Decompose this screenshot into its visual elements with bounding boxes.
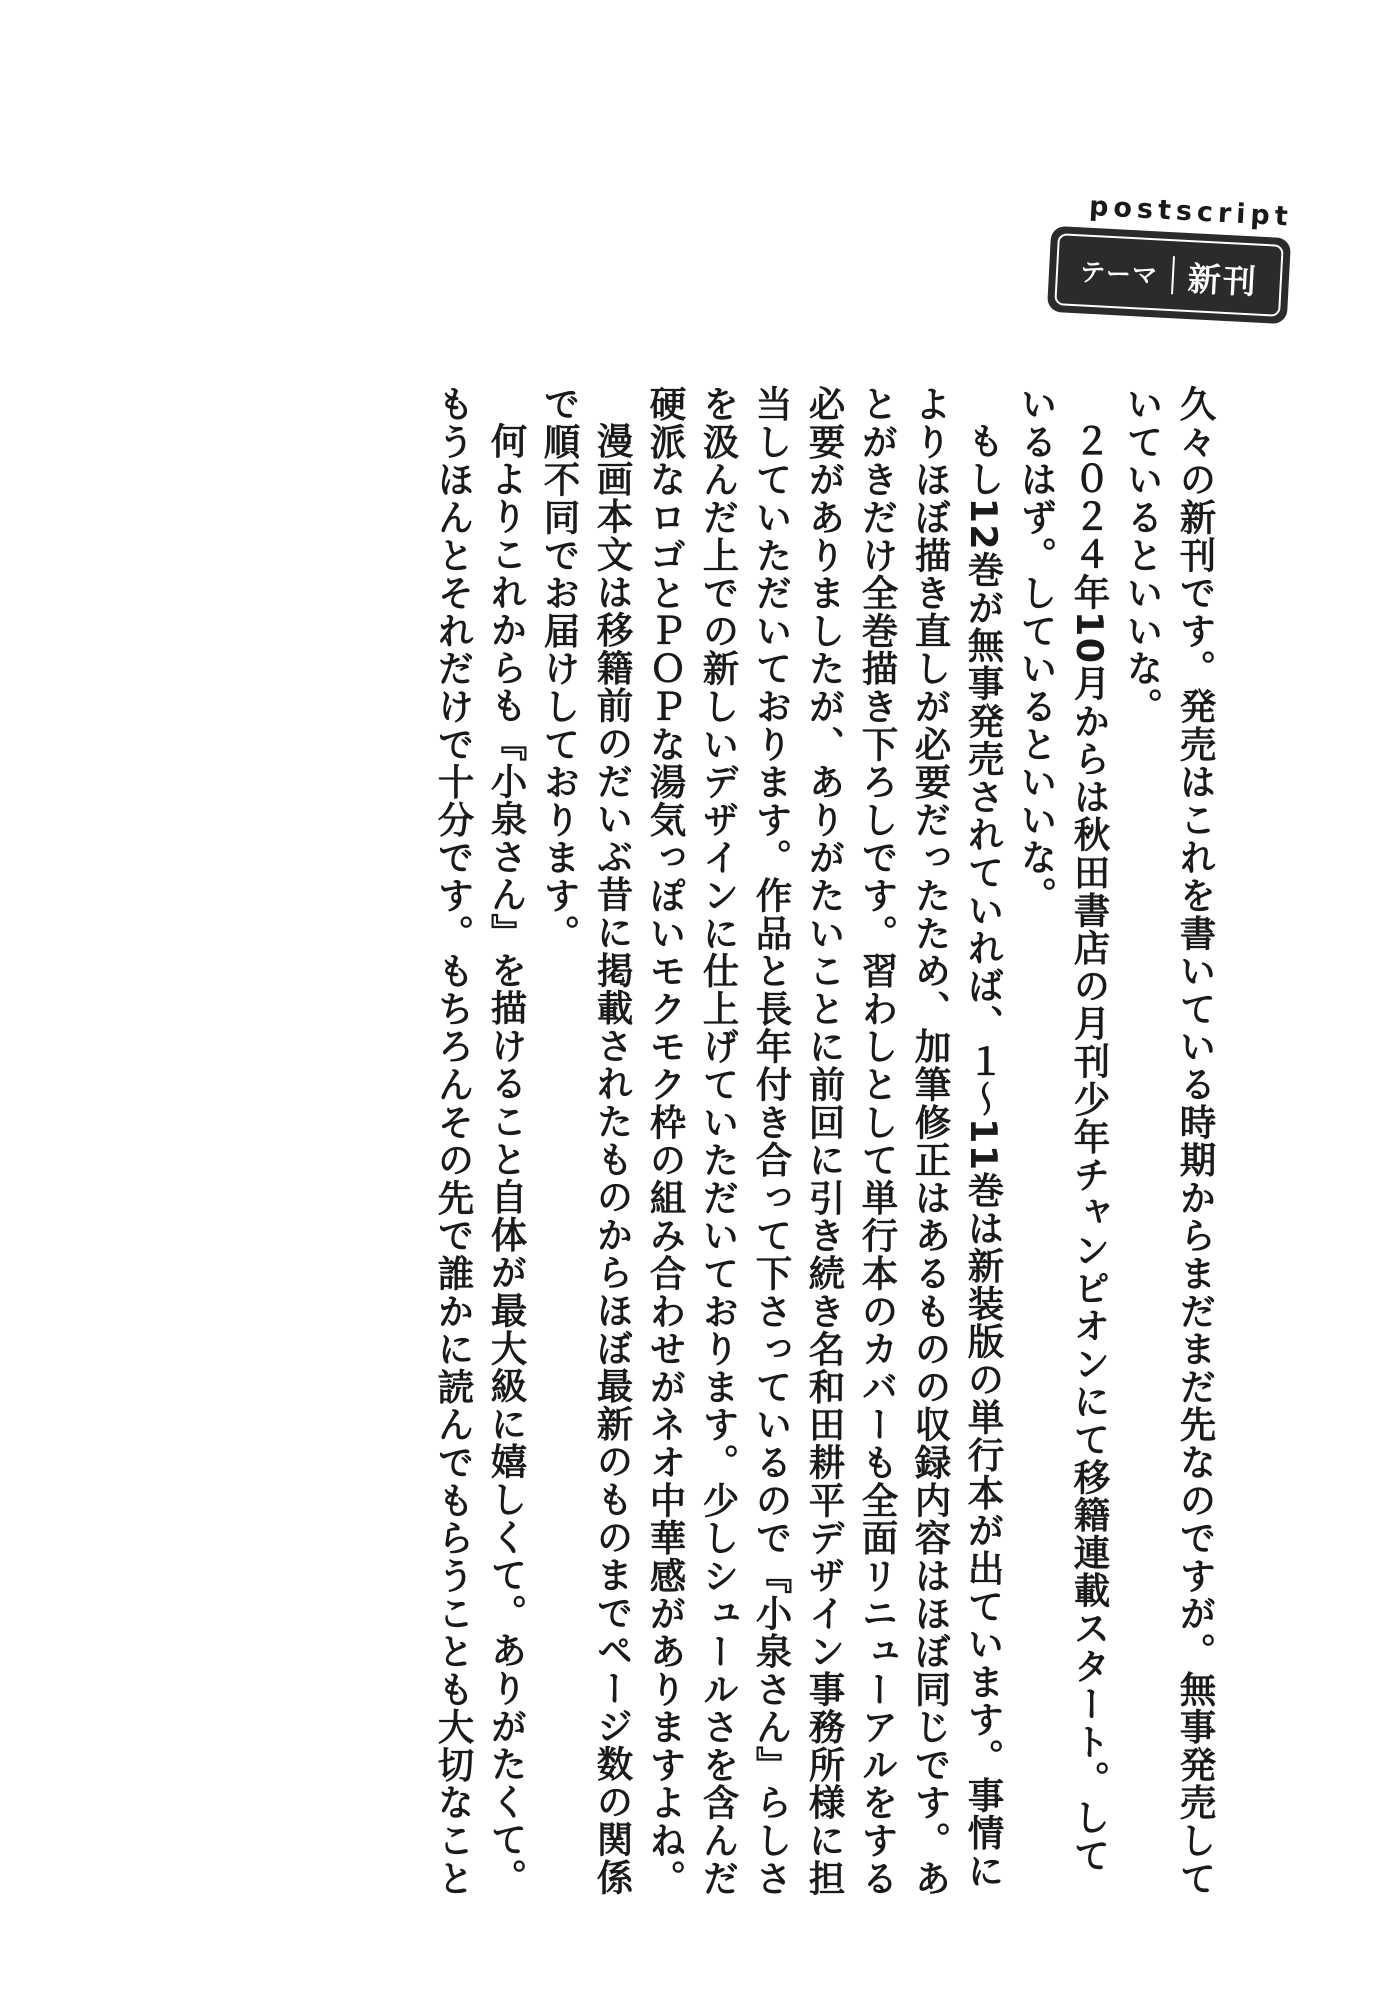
theme-badge — [1047, 226, 1291, 324]
paragraph: 何よりこれからも『小泉さん』を描けること自体が最大級に嬉しくて。ありがたくて。もうほんとそれだけで十分です。もちろんその先で誰かに読んでもらうことも大切なこと — [432, 385, 528, 1897]
paragraph: 久々の新刊です。発売はこれを書いている時期からまだまだ先なのですが。無事発売していているといいな。 — [1121, 385, 1217, 1897]
postscript-heading: postscript — [1088, 191, 1294, 233]
theme-value: 新刊 — [1186, 258, 1259, 302]
theme-divider — [1171, 256, 1175, 294]
afterword-body — [182, 385, 1222, 1905]
paragraph: 漫画本文は移籍前のだいぶ昔に掲載されたものからほぼ最新のものまでページ数の関係で順不同でお届けしております。 — [538, 385, 634, 1896]
paragraph: もし12巻が無事発売されていれば、１～11巻は新装版の単行本が出ています。事情によりほぼ描き直しが必要だったため、加筆修正はあるものの収録内容はほぼ同じです。あとがきだけ全巻描き下ろしです。習わしとして単行本のカバーも全面リニューアルをする必要がありましたが、ありがたいことに前回に引き続き名和田耕平デザイン事務所様に担当していただいております。作品と長年付き合って下さっているので『小泉さん』らしさを汲んだ上での新しいデザインに仕上げていただいております。少しシュールさを含んだ硬派なロゴとＰＯＰな湯気っぽいモクモク枠の組み合わせがネオ中華感がありますよね。 — [644, 385, 1005, 1897]
theme-badge-inner — [1054, 233, 1283, 317]
theme-label: テーマ — [1079, 257, 1159, 291]
paragraph: ２０２４年10月からは秋田書店の月刊少年チャンピオンにて移籍連載スタート。しているはず。しているといいな。 — [1015, 385, 1111, 1874]
